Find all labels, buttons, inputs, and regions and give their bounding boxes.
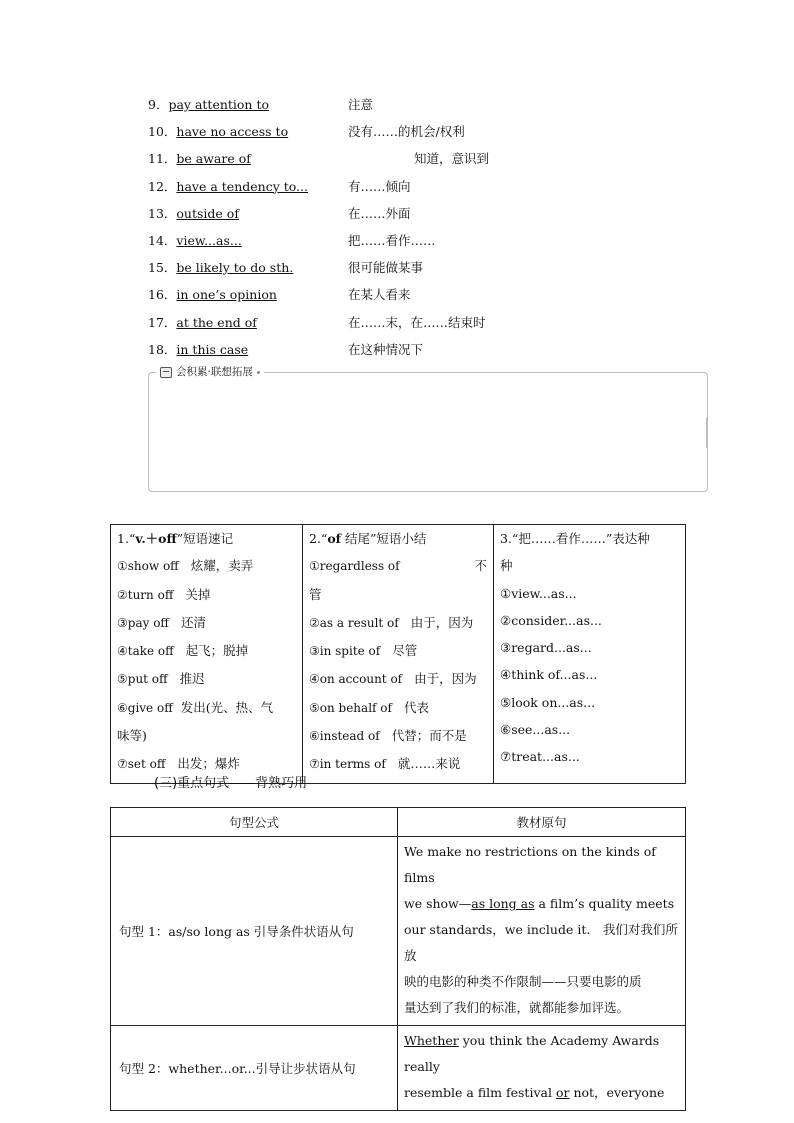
phrase-item [148, 176, 568, 203]
list-item: ⑤on behalf of 代表 [309, 699, 429, 715]
list-item: ⑥see...as... [500, 722, 571, 738]
phrase-english: at the end of [176, 314, 257, 330]
phrase-number: 16．in one’s opinion [148, 287, 277, 303]
column-heading: 3.“把……看作……”表达种 [500, 531, 650, 546]
phrase-item [148, 284, 568, 311]
list-item: ⑦treat...as... [500, 749, 580, 765]
phrase-chinese: 知道，意识到 [414, 151, 490, 167]
pattern-cell: 句型 1：as/so long as 引导条件状语从句 [111, 837, 398, 1026]
list-item: ③pay off 还清 [117, 614, 206, 630]
phrase-english: be likely to do sth. [176, 260, 294, 276]
list-item: ⑤put off 推迟 [117, 671, 205, 687]
phrase-item [148, 257, 568, 284]
phrase-number: 12．have a tendency to... [148, 178, 308, 194]
table-row [111, 837, 686, 1026]
phrase-number: 17．at the end of [148, 314, 257, 330]
phrase-item [148, 203, 568, 230]
phrase-chinese: 注意 [348, 97, 374, 112]
phrase-chinese: 在某人看来 [348, 287, 411, 303]
pattern-cell: 句型 2：whether...or...引导让步状语从句 [111, 1026, 398, 1111]
phrase-english: view...as... [176, 232, 242, 248]
box-divider [148, 418, 149, 448]
phrase-column-2 [303, 525, 494, 784]
list-item: ②as a result of 由于，因为 [309, 614, 474, 630]
list-item: ④on account of 由于，因为 [309, 671, 477, 687]
list-item: ⑥give off 发出(光、热、气 [117, 699, 274, 715]
phrase-chinese: 在……末，在……结束时 [348, 314, 486, 330]
table-row [111, 525, 686, 784]
list-item: ①view...as... [500, 585, 577, 601]
dot-icon [257, 371, 260, 374]
list-item: ④take off 起飞；脱掉 [117, 643, 249, 659]
phrase-list [148, 94, 568, 366]
phrase-column-3 [494, 525, 686, 784]
note-icon [160, 367, 172, 378]
accumulate-note-box [148, 372, 708, 492]
phrase-number: 18．in this case [148, 341, 249, 357]
list-item: ⑥instead of 代替；而不是 [309, 728, 467, 744]
phrase-number: 15．be likely to do sth. [148, 260, 294, 276]
phrase-item [148, 148, 568, 175]
phrase-english: in one’s opinion [176, 287, 277, 303]
section-heading: (三)重点句式——背熟巧用 [154, 776, 308, 791]
phrase-chinese: 把……看作…… [348, 232, 436, 248]
column-heading-cont: 种 [500, 558, 513, 574]
phrase-number: 13．outside of [148, 205, 239, 221]
phrase-number: 9．pay attention to [148, 97, 270, 112]
phrase-chinese: 在……外面 [348, 205, 411, 221]
list-item: ③regard...as... [500, 640, 592, 656]
phrase-item [148, 121, 568, 148]
table-row [111, 1026, 686, 1111]
sentence-pattern-table [110, 807, 686, 1111]
list-item: 味等) [117, 728, 147, 744]
phrase-english: in this case [176, 341, 249, 357]
phrase-number: 10．have no access to [148, 124, 289, 140]
list-item: ①regardless of 不 [309, 558, 487, 574]
phrase-english: have no access to [176, 124, 289, 140]
column-heading: 2.“of 结尾”短语小结 [309, 531, 427, 546]
list-item: ②consider...as... [500, 612, 602, 628]
list-item: ⑤look on...as... [500, 694, 596, 710]
list-item: ③in spite of 尽管 [309, 643, 418, 659]
phrase-chinese: 很可能做某事 [348, 260, 424, 276]
list-item: ④think of...as... [500, 667, 598, 683]
phrase-chinese: 没有……的机会/权利 [348, 124, 465, 140]
column-heading: 1.“v.＋off”短语速记 [117, 531, 234, 546]
phrase-chinese: 在这种情况下 [348, 341, 424, 357]
phrase-number: 14．view...as... [148, 232, 242, 248]
phrase-english: outside of [176, 205, 239, 221]
accumulate-title-text: 会积累·联想拓展 [176, 366, 253, 378]
phrase-item [148, 339, 568, 366]
phrase-summary-table [110, 524, 686, 784]
phrase-item [148, 312, 568, 339]
phrase-number: 11．be aware of [148, 151, 251, 167]
phrase-english: pay attention to [168, 97, 270, 112]
accumulate-title [156, 364, 264, 380]
list-item: ②turn off 关掉 [117, 586, 211, 602]
phrase-english: be aware of [176, 151, 251, 167]
list-item: ①show off 炫耀，卖弄 [117, 558, 254, 574]
table-header-row [111, 808, 686, 837]
example-cell: We make no restrictions on the kinds of films we show—as long as a film’s quality meets our standards，we include it. 我们对我们所放 映的电影的种类不作限制——只要电影的质 量达到了我们的标准，就都能参加评选。 [398, 837, 686, 1026]
phrase-chinese: 有……倾向 [348, 178, 411, 194]
list-item: ⑦set off 出发；爆炸 [117, 756, 240, 772]
phrase-column-1 [111, 525, 303, 784]
phrase-item [148, 94, 568, 121]
column-header: 教材原句 [398, 808, 686, 837]
column-header: 句型公式 [111, 808, 398, 837]
list-item: ⑦in terms of 就……来说 [309, 756, 461, 772]
box-divider [706, 418, 707, 448]
phrase-english: have a tendency to... [176, 178, 308, 194]
list-item: 管 [309, 586, 322, 602]
example-cell: Whether you think the Academy Awards really resemble a film festival or not，everyone [398, 1026, 686, 1111]
phrase-item [148, 230, 568, 257]
